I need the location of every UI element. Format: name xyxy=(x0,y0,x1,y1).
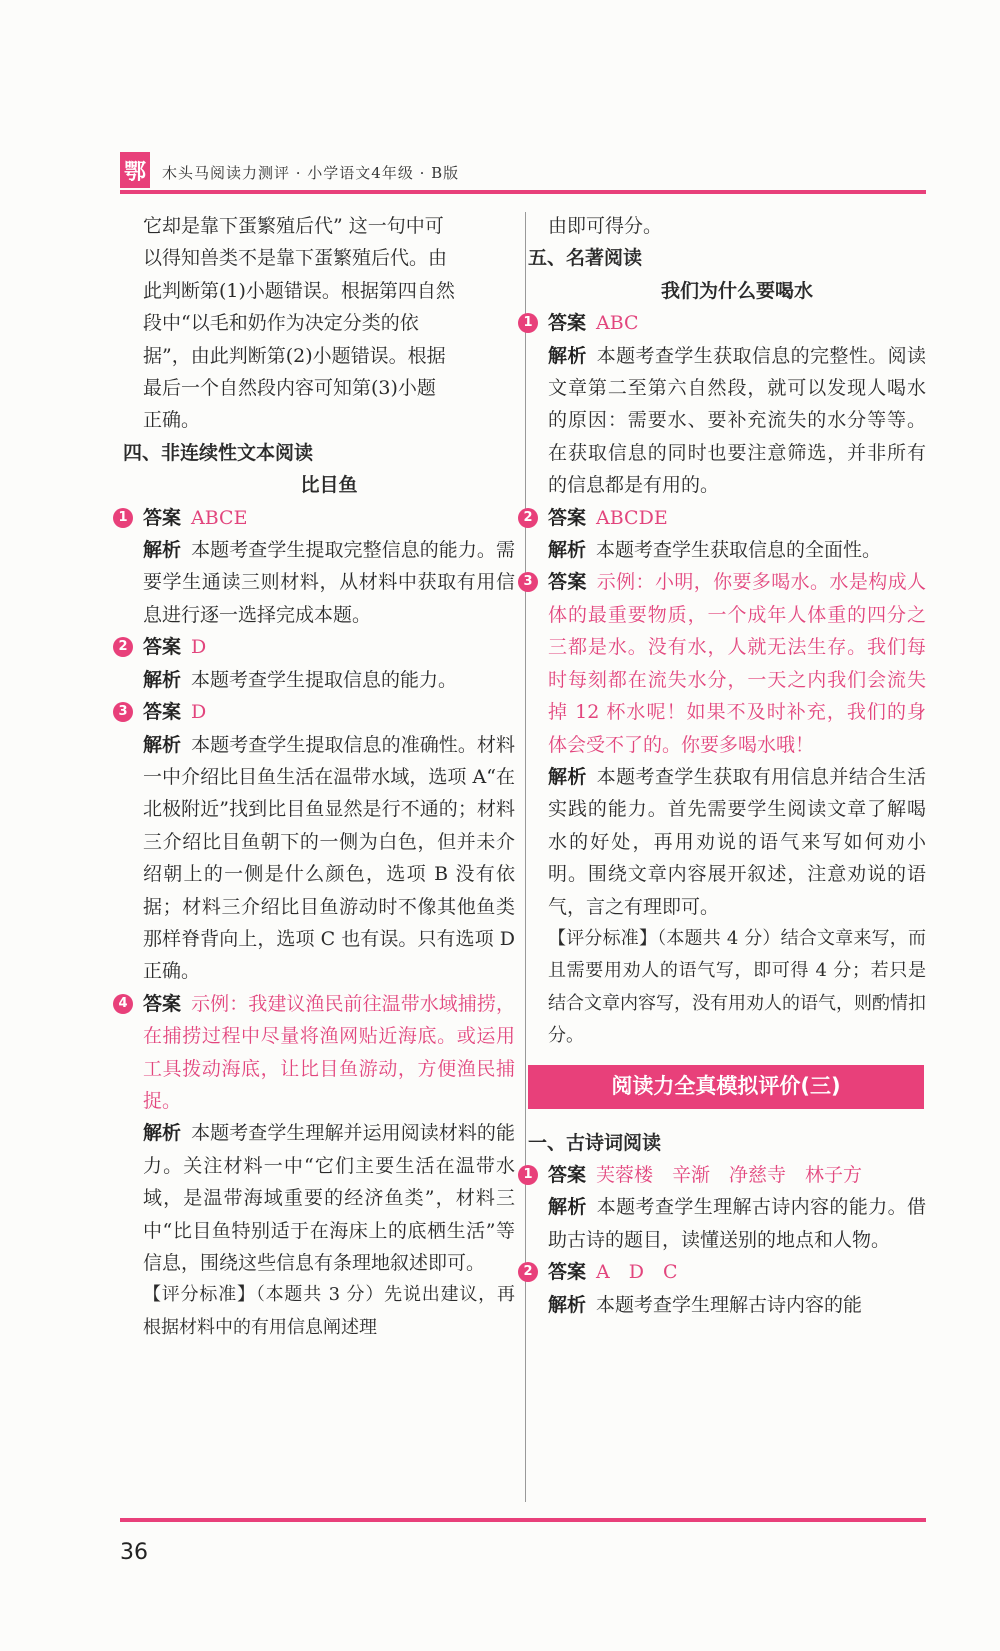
footer-rule xyxy=(120,1518,926,1522)
analysis-text: 本题考查学生获取信息的完整性。阅读文章第二至第六自然段，就可以发现人喝水的原因：需要水、要补充流失的水分等等。在获取信息的同时也要注意筛选，并非所有的信息都是有用的。 xyxy=(548,344,926,497)
answer-label: 答案 xyxy=(548,571,587,594)
column-divider xyxy=(525,212,526,1502)
continued-line: 最后一个自然段内容可知第(3)小题 xyxy=(143,377,436,400)
poem-question-2 xyxy=(523,1256,926,1321)
continued-line: 段中“以毛和奶作为决定分类的依 xyxy=(143,312,419,335)
analysis-text: 本题考查学生获取信息的全面性。 xyxy=(596,539,882,562)
section-banner: 阅读力全真模拟评价(三) xyxy=(528,1065,924,1109)
continued-line: 以得知兽类不是靠下蛋繁殖后代。由 xyxy=(143,247,448,270)
analysis-text: 本题考查学生理解并运用阅读材料的能力。关注材料一中“它们主要生活在温带水域，是温带海域重要的经济鱼类”，材料三中“比目鱼特别适于在海床上的底栖生活”等信息，围绕这些信息有条理地叙述即可。 xyxy=(143,1122,515,1274)
header-rule xyxy=(120,190,926,194)
analysis-label: 解析 xyxy=(143,1122,182,1145)
publisher-logo: 鄂 xyxy=(120,152,150,188)
right-column xyxy=(523,210,926,1321)
answer-text: ABC xyxy=(596,312,639,335)
answer-text: ABCDE xyxy=(596,506,668,529)
question-number-badge: 1 xyxy=(113,508,133,528)
section-heading: 一、古诗词阅读 xyxy=(528,1131,662,1154)
analysis-label: 解析 xyxy=(548,539,587,562)
answer-label: 答案 xyxy=(548,506,587,529)
answer-label: 答案 xyxy=(143,992,182,1015)
answer-text: D xyxy=(191,701,207,724)
question-number-badge: 2 xyxy=(113,637,133,657)
answer-label: 答案 xyxy=(143,506,182,529)
question-number-badge: 4 xyxy=(113,994,133,1014)
page-number: 36 xyxy=(120,1540,148,1565)
question-2 xyxy=(118,631,515,696)
article-title: 我们为什么要喝水 xyxy=(660,279,813,302)
analysis-label: 解析 xyxy=(143,539,182,562)
analysis-label: 解析 xyxy=(548,1293,587,1316)
answer-label: 答案 xyxy=(143,636,182,659)
poem-question-1 xyxy=(523,1159,926,1256)
analysis-text: 本题考查学生获取有用信息并结合生活实践的能力。首先需要学生阅读文章了解喝水的好处，再用劝说的语气来写如何劝小明。围绕文章内容展开叙述，注意劝说的语气，言之有理即可。 xyxy=(548,765,926,918)
analysis-label: 解析 xyxy=(143,733,182,756)
continued-line: 正确。 xyxy=(143,409,201,432)
answer-text: 芙蓉楼 辛渐 净慈寺 林子方 xyxy=(596,1163,863,1186)
scoring-criteria: 【评分标准】（本题共 3 分）先说出建议，再根据材料中的有用信息阐述理 xyxy=(143,1284,515,1338)
section-heading: 五、名著阅读 xyxy=(528,247,643,270)
analysis-text: 本题考查学生提取信息的准确性。材料一中介绍比目鱼生活在温带水域，选项 A“在北极附近”找到比目鱼显然是行不通的；材料三介绍比目鱼朝下的一侧为白色，但并未介绍朝上的一侧是什么颜色，选项 B 没有依据；材料三介绍比目鱼游动时不像其他鱼类那样脊背向上，选项 C 也有误。只有选项 D 正确。 xyxy=(143,733,515,983)
answer-label: 答案 xyxy=(548,1163,587,1186)
continued-line: 由即可得分。 xyxy=(548,215,663,237)
analysis-text: 本题考查学生提取信息的能力。 xyxy=(191,668,458,691)
question-number-badge: 3 xyxy=(113,702,133,722)
continued-line: 此判断第(1)小题错误。根据第四自然 xyxy=(143,279,455,302)
analysis-text: 本题考查学生理解古诗内容的能 xyxy=(596,1293,863,1316)
analysis-label: 解析 xyxy=(548,1196,587,1219)
section-heading: 四、非连续性文本阅读 xyxy=(123,441,314,464)
answer-text: 示例：我建议渔民前往温带水域捕捞，在捕捞过程中尽量将渔网贴近海底。或运用工具拨动海底，让比目鱼游动，方便渔民捕捉。 xyxy=(143,992,515,1112)
continued-line: 它却是靠下蛋繁殖后代” 这一句中可 xyxy=(143,215,444,237)
answer-text: ABCE xyxy=(191,506,248,529)
answer-label: 答案 xyxy=(548,312,587,335)
question-4 xyxy=(118,988,515,1344)
running-title: 木头马阅读力测评 · 小学语文4年级 · B版 xyxy=(162,164,460,182)
scoring-criteria: 【评分标准】（本题共 4 分）结合文章来写，而且需要用劝人的语气写，即可得 4 分；若只是结合文章内容写，没有用劝人的语气，则酌情扣分。 xyxy=(548,927,926,1047)
answer-text: 示例：小明，你要多喝水。水是构成人体的最重要物质，一个成年人体重的四分之三都是水。没有水，人就无法生存。我们每时每刻都在流失水分，一天之内我们会流失掉 12 杯水呢！如果不及时补充，我们的身体会受不了的。你要多喝水哦！ xyxy=(548,571,926,756)
question-2 xyxy=(523,502,926,567)
question-number-badge: 1 xyxy=(518,313,538,333)
answer-label: 答案 xyxy=(143,701,182,724)
question-number-badge: 3 xyxy=(518,572,538,592)
question-3 xyxy=(523,566,926,1052)
left-column xyxy=(118,210,515,1344)
continued-line: 据”，由此判断第(2)小题错误。根据 xyxy=(143,344,446,367)
question-number-badge: 2 xyxy=(518,508,538,528)
page-header xyxy=(120,150,926,196)
question-number-badge: 1 xyxy=(518,1165,538,1185)
answer-text: D xyxy=(191,636,207,659)
answer-text: A D C xyxy=(596,1261,678,1284)
question-3 xyxy=(118,696,515,988)
analysis-label: 解析 xyxy=(548,765,587,788)
question-1 xyxy=(523,307,926,501)
question-number-badge: 2 xyxy=(518,1262,538,1282)
analysis-label: 解析 xyxy=(143,668,182,691)
question-1 xyxy=(118,502,515,632)
analysis-text: 本题考查学生提取完整信息的能力。需要学生通读三则材料，从材料中获取有用信息进行逐一选择完成本题。 xyxy=(143,539,515,626)
answer-label: 答案 xyxy=(548,1261,587,1284)
article-title: 比目鱼 xyxy=(300,474,358,497)
analysis-text: 本题考查学生理解古诗内容的能力。借助古诗的题目，读懂送别的地点和人物。 xyxy=(548,1196,926,1251)
analysis-label: 解析 xyxy=(548,344,587,367)
